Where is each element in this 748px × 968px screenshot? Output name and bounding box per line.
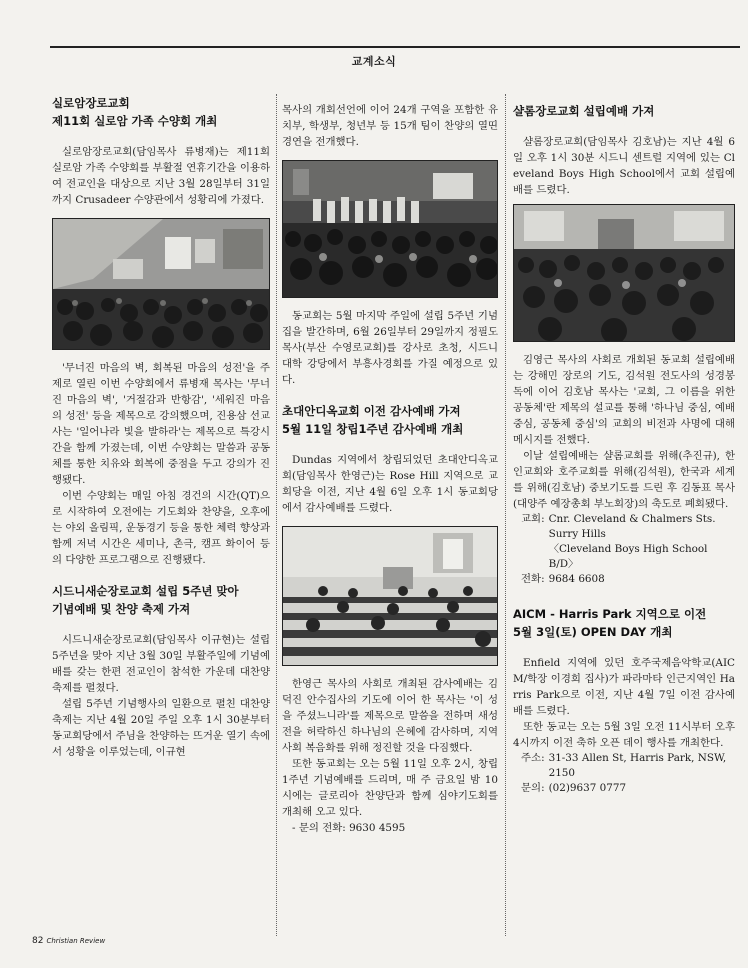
article-headline: AICM - Harris Park 지역으로 이전 5월 3일(토) OPEN DAY 개최	[513, 607, 707, 639]
paragraph: 이번 수양회는 매일 아침 경건의 시간(QT)으로 시작하여 오전에는 기도회와 찬양을, 오후에는 야외 올림픽, 운동경기 등을 통한 체력 향상과 함께 저녁 시간은 세미나, 촌극, 캠프 화이어 등의 다양한 프로그램으로 진행됐다.	[52, 490, 270, 566]
page-number: 82	[32, 936, 44, 946]
article-headline: 샬롬장로교회 설립예배 가져	[513, 104, 655, 118]
column-3	[513, 94, 735, 796]
paragraph: Enfield 지역에 있던 호주국제음악학교(AICM/학장 이경희 집사)가 파라마타 인근지역인 Harris Park으로 이전, 지난 4월 7일 이전 감사예배를 드렸다.	[513, 657, 735, 717]
article-body	[513, 134, 735, 198]
article-headline: 시드니새순장로교회 설립 5주년 맞아 기념예배 및 찬양 축제 가져	[52, 584, 239, 616]
paragraph: 실로암장로교회(담임목사 류병재)는 제11회 실로암 가족 수양회를 부활절 연휴기간을 이용하여 전교인을 대상으로 지난 3월 28일부터 31일까지 Crusadeer 수양관에서 성황리에 가졌다.	[52, 146, 270, 206]
article-body	[282, 308, 498, 388]
paragraph: 설립 5주년 기념행사의 일환으로 펼친 대찬양 축제는 지난 4월 20일 주일 오후 1시 30분부터 동교회당에서 주님을 찬양하는 뜨거운 열기 속에서 성황을 이루었는데, 이규현	[52, 698, 270, 758]
paragraph: 목사의 개회선언에 이어 24개 구역을 포함한 유치부, 학생부, 청년부 등 15개 팀이 찬양의 열띤 경연을 전개했다.	[282, 104, 498, 148]
section-label: 교계소식	[351, 55, 397, 68]
school-phone: 문의: (02)9637 0777	[521, 782, 627, 794]
article-body	[52, 144, 270, 208]
article-body	[282, 676, 498, 836]
congregation-image	[514, 205, 735, 342]
article-body	[282, 452, 498, 516]
paragraph: '무너진 마음의 벽, 회복된 마음의 성전'을 주제로 열린 이번 수양회에서 류병재 목사는 '무너진 마음의 벽', '거절감과 반항감', '세워진 마음의 성전' 등을 제목으로 강의했으며, 진용삼 선교사는 '일어나라 빛을 발하라'는 제목으로 특강시간을 함께 가졌는데, 이번 수양회는 말씀과 공동체를 통한 치유와 회복에 중점을 두고 강의가 진행됐다.	[52, 362, 270, 486]
paragraph: 한영근 목사의 사회로 개최된 감사예배는 김덕진 안수집사의 기도에 이어 한 목사는 '이 성을 주셨느니라'를 제목으로 말씀을 전하며 새성전을 허락하신 하나님의 은혜에 감사하며, 지역사회 복음화를 위해 정진할 것을 다짐했다.	[282, 678, 498, 754]
column-divider	[505, 94, 506, 936]
church-address: 교회: Cnr. Cleveland & Chalmers Sts. Surry Hills 〈Cleveland Boys High School B/D〉	[521, 513, 716, 570]
paragraph: 또한 동교는 오는 5월 3일 오전 11시부터 오후 4시까지 이전 축하 오픈 데이 행사를 개최한다.	[513, 721, 735, 749]
church-phone: 전화: 9684 6608	[521, 573, 605, 585]
paragraph: 이날 설립예배는 샬롬교회를 위해(추진규), 한인교회와 호주교회를 위해(김석원), 한국과 세계를 위해(김호남) 중보기도를 드린 후 김동표 목사(대양주 예장총회 부노회장)의 축도로 폐회됐다.	[513, 450, 735, 510]
paragraph: 동교회는 5월 마지막 주일에 설립 5주년 기념집을 발간하며, 6월 26일부터 29일까지 정필도 목사(부산 수영로교회)를 강사로 초청, 시드니 대학 강당에서 부흥사경회를 가질 예정으로 있다.	[282, 310, 498, 386]
column-2	[282, 94, 498, 836]
article-body	[282, 102, 498, 150]
magazine-name: Christian Review	[46, 937, 106, 945]
paragraph: 샬롬장로교회(담임목사 김호남)는 지난 4월 6일 오후 1시 30분 시드니 센트럴 지역에 있는 Cleveland Boys High School에서 교회 설립예배를 드렸다.	[513, 136, 735, 196]
contact-line: - 문의 전화: 9630 4595	[292, 822, 406, 834]
paragraph: 김영근 목사의 사회로 개회된 동교회 설립예배는 강해민 장로의 기도, 김석원 전도사의 성경봉독에 이어 김호남 목사는 '교회, 그 이름을 위한 공동체'란 제목의 설교를 통해 '하나님 중심, 예배 중심, 공동체 중심'의 교회의 비전과 사명에 대해 메시지를 전했다.	[513, 354, 735, 446]
paragraph: 시드니새순장로교회(담임목사 이규현)는 설립 5주년을 맞아 지난 3월 30일 부활주일에 기념예배를 갖는 한편 전교인이 참석한 가운데 대찬양 축제를 펼쳤다.	[52, 634, 270, 694]
article-body	[513, 655, 735, 751]
header-rule	[50, 46, 740, 48]
retreat-photo	[52, 218, 270, 350]
paragraph: 또한 동교회는 오는 5월 11일 오후 2시, 창립 1주년 기념예배를 드리며, 매 주 금요일 밤 10시에는 글로리아 찬양단과 함께 심야기도회를 개최해 오고 있다.	[282, 758, 498, 818]
article-headline: 초대안디옥교회 이전 감사예배 가져 5월 11일 창립1주년 감사예배 개최	[282, 404, 464, 436]
article-body	[52, 360, 270, 568]
page-footer	[32, 936, 105, 946]
paragraph: Dundas 지역에서 창립되었던 초대안디옥교회(담임목사 한영근)는 Rose Hill 지역으로 교회당을 이전, 지난 4월 6일 오후 1시 동교회당에서 감사예배를 드렸다.	[282, 454, 498, 514]
praise-festival-photo	[282, 160, 498, 298]
founding-service-photo	[513, 204, 735, 342]
article-body	[52, 632, 270, 760]
article-headline: 실로암장로교회 제11회 실로암 가족 수양회 개최	[52, 96, 218, 128]
article-body	[513, 352, 735, 512]
performance-image	[283, 161, 498, 298]
church-interior-photo	[282, 526, 498, 666]
column-1	[52, 94, 270, 760]
audience-hall-image	[53, 219, 270, 350]
sanctuary-image	[283, 527, 498, 666]
column-divider	[276, 94, 277, 936]
school-address: 주소: 31-33 Allen St, Harris Park, NSW, 2150	[521, 752, 727, 779]
